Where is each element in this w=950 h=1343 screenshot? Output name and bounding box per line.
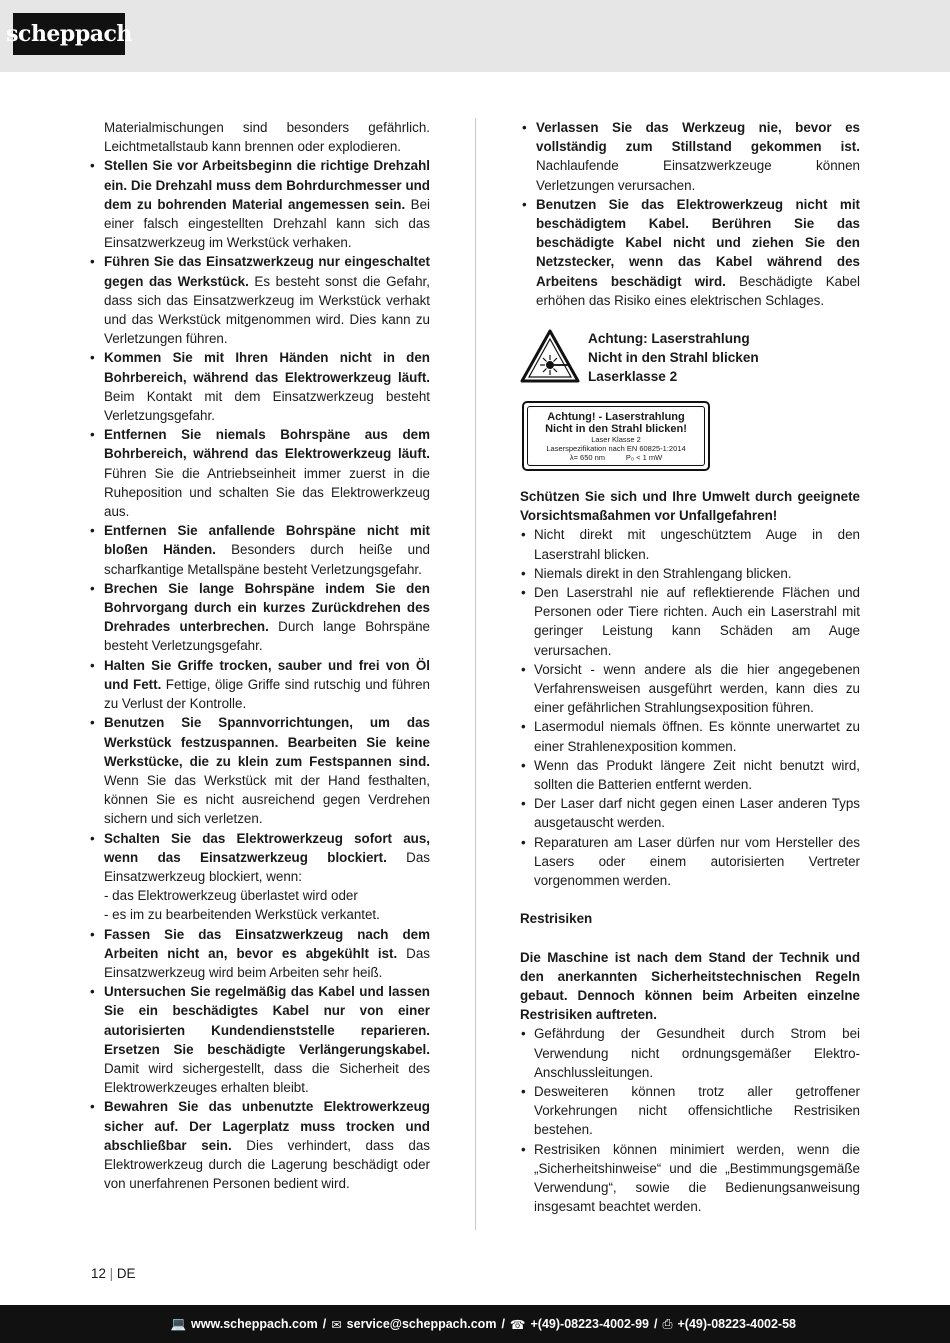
- list-item: • Bewahren Sie das unbenutzte Elektrowerkzeug sicher auf. Der Lagerplatz muss trocken und abschließbar sein. Dies verhindert, dass das Elektrowerkzeug durch die Lagerung beschädigt oder von unerfahrenen Personen bedient wird.: [90, 1099, 431, 1192]
- list-item: • Den Laserstrahl nie auf reflektierende Flächen und Personen oder Tiere richten. Auch ein Laserstrahl mit geringer Leistung kann Schäden am Auge verursachen.: [521, 585, 860, 658]
- list-item: • Nicht direkt mit ungeschütztem Auge in den Laserstrahl blicken.: [521, 527, 860, 562]
- laser-label-title: Achtung! - Laserstrahlung: [547, 410, 685, 423]
- laser-label: [522, 401, 710, 471]
- laser-warning-text: Achtung: Laserstrahlung Nicht in den Strahl blicken Laserklasse 2: [588, 331, 759, 385]
- list-item: • Untersuchen Sie regelmäßig das Kabel und lassen Sie ein beschädigtes Kabel nur von einer autorisierten Kundendienststelle reparieren. Ersetzen Sie beschädigte Verlängerungskabel. Damit wird sichergestellt, dass die Sicherheit des Elektrowerkzeuges erhalten bleibt.: [90, 984, 430, 1096]
- list-item: • Kommen Sie mit Ihren Händen nicht in den Bohrbereich, während das Elektrowerkzeug läuft. Beim Kontakt mit dem Einsatzwerkzeug besteht Verletzungsgefahr.: [90, 350, 430, 424]
- intro-text: Materialmischungen sind besonders gefährlich. Leichtmetallstaub kann brennen oder explodieren.: [104, 120, 430, 155]
- fax-icon: ⎙: [662, 1316, 673, 1331]
- page-number: 12 | DE: [91, 1266, 136, 1281]
- dash-line: - das Elektrowerkzeug überlastet wird oder: [104, 888, 358, 904]
- brand-logo: scheppach: [13, 13, 125, 55]
- laser-label-values: λ= 650 nm P₀ < 1 mW: [569, 452, 663, 462]
- right-column: [520, 118, 860, 1216]
- list-item: • Desweiteren können trotz aller getroffener Vorkehrungen nicht offensichtliche Restrisiken bestehen.: [521, 1083, 860, 1138]
- header-band: [0, 0, 950, 72]
- list-item: • Führen Sie das Einsatzwerkzeug nur eingeschaltet gegen das Werkstück. Es besteht sonst die Gefahr, dass sich das Einsatzwerkzeug im Werkstück verhakt und das Werkstück mitgenommen wird. Dies kann zu Verletzungen führen.: [90, 254, 430, 347]
- list-item: • Brechen Sie lange Bohrspäne indem Sie den Bohrvorgang durch ein kurzes Zurückdrehen des Drehrades unterbrechen. Durch lange Bohrspäne besteht Verletzungsgefahr.: [90, 580, 431, 654]
- phone-icon: ☎: [509, 1317, 526, 1332]
- laser-label-spec: Laserspezifikation nach EN 60825-1:2014: [546, 443, 686, 453]
- footer-web: www.scheppach.com: [191, 1317, 318, 1331]
- left-column: [88, 118, 430, 1193]
- list-item: • Benutzen Sie das Elektrowerkzeug nicht mit beschädigtem Kabel. Berühren Sie das beschädigte Kabel nicht und ziehen Sie den Netzstecker, wenn das Kabel während des Arbeitens beschädigt wird. Beschädigte Kabel erhöhen das Risiko eines elektrischen Schlages.: [522, 196, 860, 308]
- laser-hazard-icon: [520, 329, 580, 383]
- list-item: • Lasermodul niemals öffnen. Es könnte unerwartet zu einer Strahlenexposition kommen.: [521, 719, 860, 754]
- list-item: • Schalten Sie das Elektrowerkzeug sofort aus, wenn das Einsatzwerkzeug blockiert. Das Einsatzwerkzeug blockiert, wenn:: [90, 830, 430, 884]
- list-item: • Fassen Sie das Einsatzwerkzeug nach dem Arbeiten nicht an, bevor es abgekühlt ist. Das Einsatzwerkzeug wird beim Arbeiten sehr heiß.: [90, 926, 430, 980]
- laser-label-subtitle: Nicht in den Strahl blicken!: [545, 422, 687, 435]
- residual-risks-heading: Restrisiken: [520, 911, 593, 927]
- list-item: • Entfernen Sie anfallende Bohrspäne nicht mit bloßen Händen. Besonders durch heiße und scharfkantige Metallspäne besteht Verletzungsgefahr.: [90, 523, 431, 577]
- column-divider: [475, 118, 476, 1230]
- protect-heading: Schützen Sie sich und Ihre Umwelt durch geeignete Vorsichtsmaßahmen vor Unfallgefahren!: [520, 489, 860, 524]
- list-item: • Wenn das Produkt längere Zeit nicht benutzt wird, sollten die Batterien entfernt werden.: [521, 757, 860, 793]
- list-item: • Niemals direkt in den Strahlengang blicken.: [521, 565, 792, 581]
- computer-icon: 💻: [170, 1316, 187, 1331]
- footer-email: service@scheppach.com: [346, 1317, 497, 1331]
- list-item: • Gefährdung der Gesundheit durch Strom bei Verwendung nicht ordnungsgemäßer Elektro-Anschlussleitungen.: [521, 1026, 860, 1080]
- dash-line: - es im zu bearbeitenden Werkstück verkantet.: [104, 907, 380, 923]
- footer: 💻 www.scheppach.com / ✉ service@scheppach.com / ☎ +(49)-08223-4002-99 / ⎙ +(49)-08223-4002-58: [0, 1305, 950, 1343]
- laser-label-class: Laser Klasse 2: [591, 434, 641, 444]
- residual-risks-intro: Die Maschine ist nach dem Stand der Technik und den anerkannten Sicherheitstechnischen Regeln gebaut. Dennoch können beim Arbeiten einzelne Restrisiken auftreten.: [520, 949, 860, 1023]
- list-item: • Reparaturen am Laser dürfen nur vom Hersteller des Lasers oder einem autorisierten Vertreter vorgenommen werden.: [521, 834, 860, 889]
- laser-warning: [520, 329, 860, 401]
- list-item: • Verlassen Sie das Werkzeug nie, bevor es vollständig zum Stillstand gekommen ist. Nachlaufende Einsatzwerkzeuge können Verletzungen verursachen.: [522, 120, 860, 193]
- list-item: • Entfernen Sie niemals Bohrspäne aus dem Bohrbereich, während das Elektrowerkzeug läuft. Führen Sie die Antriebseinheit immer zuerst in die Ruheposition und schalten Sie das Elektrowerkzeug aus.: [90, 427, 430, 520]
- mail-icon: ✉: [331, 1317, 342, 1332]
- list-item: • Vorsicht - wenn andere als die hier angegebenen Verfahrensweisen ausgeführt werden, kann dies zu einer gefährlichen Strahlungsexposition führen.: [521, 661, 860, 716]
- list-item: • Stellen Sie vor Arbeitsbeginn die richtige Drehzahl ein. Die Drehzahl muss dem Bohrdurchmesser und dem zu bohrenden Material angemessen sein. Bei einer falsch eingestellten Drehzahl kann sich das Einsatzwerkzeug im Werkstück verhaken.: [90, 158, 430, 251]
- footer-phone: +(49)-08223-4002-99: [530, 1317, 649, 1331]
- list-item: • Restrisiken können minimiert werden, wenn die „Sicherheitshinweise“ und die „Bestimmungsgemäße Verwendung“, sowie die Bedienungsanweisung insgesamt beachtet werden.: [521, 1141, 860, 1215]
- list-item: • Benutzen Sie Spannvorrichtungen, um das Werkstück festzuspannen. Bearbeiten Sie keine Werkstücke, die zu klein zum Festspannen sind. Wenn Sie das Werkstück mit der Hand festhalten, können Sie es nicht ausreichend gegen Verdrehen sichern und sich verletzen.: [90, 715, 430, 827]
- list-item: • Halten Sie Griffe trocken, sauber und frei von Öl und Fett. Fettige, ölige Griffe sind rutschig und führen zu Verlust der Kontrolle.: [90, 657, 431, 712]
- footer-fax: +(49)-08223-4002-58: [677, 1317, 796, 1331]
- list-item: • Der Laser darf nicht gegen einen Laser anderen Typs ausgetauscht werden.: [521, 796, 860, 831]
